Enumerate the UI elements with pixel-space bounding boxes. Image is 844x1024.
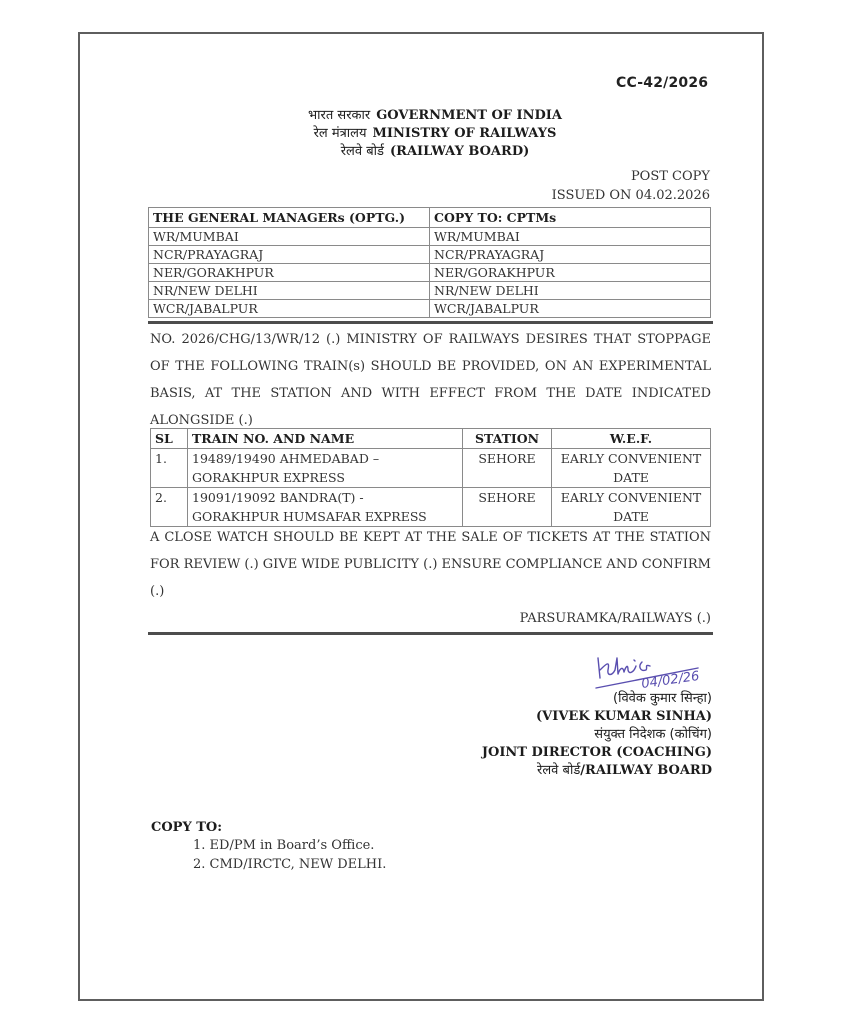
signature-date: 04/02/26 [640,668,701,692]
copy-to-item: 2. CMD/IRCTC, NEW DELHI. [193,857,387,872]
table-row [151,488,711,527]
copy-to-list [193,836,386,874]
letterhead-english: (RAILWAY BOARD) [389,144,530,159]
cptm-cell: WR/MUMBAI [430,228,711,246]
letterhead-line-board [250,143,620,161]
table-row [149,228,711,246]
signatory-block [482,690,712,780]
cptm-cell: NR/NEW DELHI [430,282,711,300]
header-station: STATION [463,429,552,449]
copy-to-item: 1. ED/PM in Board’s Office. [193,838,375,853]
train-name-line: GORAKHPUR EXPRESS [192,470,345,485]
reference-code: CC-42/2026 [616,75,709,91]
letterhead-line-ministry [250,125,620,143]
table-row [149,246,711,264]
wef-line: EARLY CONVENIENT [560,451,702,466]
cptm-cell: WCR/JABALPUR [430,300,711,318]
letterhead-line-government [250,107,620,125]
divider-rule [148,632,713,635]
wef-line: EARLY CONVENIENT [560,490,702,505]
wef-cell [552,449,711,488]
sl-cell: 2. [151,488,188,527]
table-header-row [151,429,711,449]
header-general-managers: THE GENERAL MANAGERs (OPTG.) [149,208,430,228]
letterhead-english: MINISTRY OF RAILWAYS [372,126,557,141]
handwritten-signature [590,648,710,696]
signatory-office [482,762,712,780]
header-sl: SL [151,429,188,449]
copy-to-heading: COPY TO: [151,820,223,835]
signatory-name-english: (VIVEK KUMAR SINHA) [536,709,712,724]
cptm-cell: NER/GORAKHPUR [430,264,711,282]
gm-cell: WR/MUMBAI [149,228,430,246]
gm-cell: NER/GORAKHPUR [149,264,430,282]
letterhead-hindi: रेल मंत्रालय [313,126,367,141]
header-train-name: TRAIN NO. AND NAME [188,429,463,449]
sender-line: PARSURAMKA/RAILWAYS (.) [519,611,711,626]
instruction-paragraph: A CLOSE WATCH SHOULD BE KEPT AT THE SALE OF TICKETS AT THE STATION FOR REVIEW (.) GIVE WIDE PUBLICITY (.) ENSURE COMPLIANCE AND CONFIRM (.) [150,530,711,599]
train-stoppage-table [150,428,711,527]
issued-on-date: ISSUED ON 04.02.2026 [551,188,710,203]
gm-cell: NCR/PRAYAGRAJ [149,246,430,264]
letterhead-hindi: रेलवे बोर्ड [340,144,384,159]
train-name-line: GORAKHPUR HUMSAFAR EXPRESS [192,509,427,524]
header-wef: W.E.F. [552,429,711,449]
table-row [149,264,711,282]
office-english: /RAILWAY BOARD [580,763,712,778]
cptm-cell: NCR/PRAYAGRAJ [430,246,711,264]
header-copy-to-cptms: COPY TO: CPTMs [430,208,711,228]
addressee-table [148,207,711,318]
table-row [149,282,711,300]
gm-cell: NR/NEW DELHI [149,282,430,300]
letterhead [250,107,620,161]
signatory-name-hindi: (विवेक कुमार सिन्हा) [613,691,712,706]
post-copy-label: POST COPY [630,169,710,184]
station-cell: SEHORE [463,488,552,527]
divider-rule [148,321,713,324]
train-name-cell [188,488,463,527]
train-name-line: 19091/19092 BANDRA(T) - [192,490,364,505]
office-hindi: रेलवे बोर्ड [537,763,581,778]
signatory-designation-hindi: संयुक्त निदेशक (कोचिंग) [594,727,712,742]
wef-line: DATE [613,509,649,524]
train-name-line: 19489/19490 AHMEDABAD – [192,451,380,466]
letterhead-english: GOVERNMENT OF INDIA [376,108,562,123]
letterhead-hindi: भारत सरकार [308,108,371,123]
table-header-row [149,208,711,228]
station-cell: SEHORE [463,449,552,488]
gm-cell: WCR/JABALPUR [149,300,430,318]
wef-cell [552,488,711,527]
order-paragraph: NO. 2026/CHG/13/WR/12 (.) MINISTRY OF RAILWAYS DESIRES THAT STOPPAGE OF THE FOLLOWING TRAIN(s) SHOULD BE PROVIDED, ON AN EXPERIMENTAL BASIS, AT THE STATION AND WITH EFFECT FROM THE DATE INDICATED ALONGSIDE (.) [150,332,711,428]
signatory-designation-english: JOINT DIRECTOR (COACHING) [481,745,712,760]
wef-line: DATE [613,470,649,485]
sl-cell: 1. [151,449,188,488]
table-row [151,449,711,488]
train-name-cell [188,449,463,488]
table-row [149,300,711,318]
